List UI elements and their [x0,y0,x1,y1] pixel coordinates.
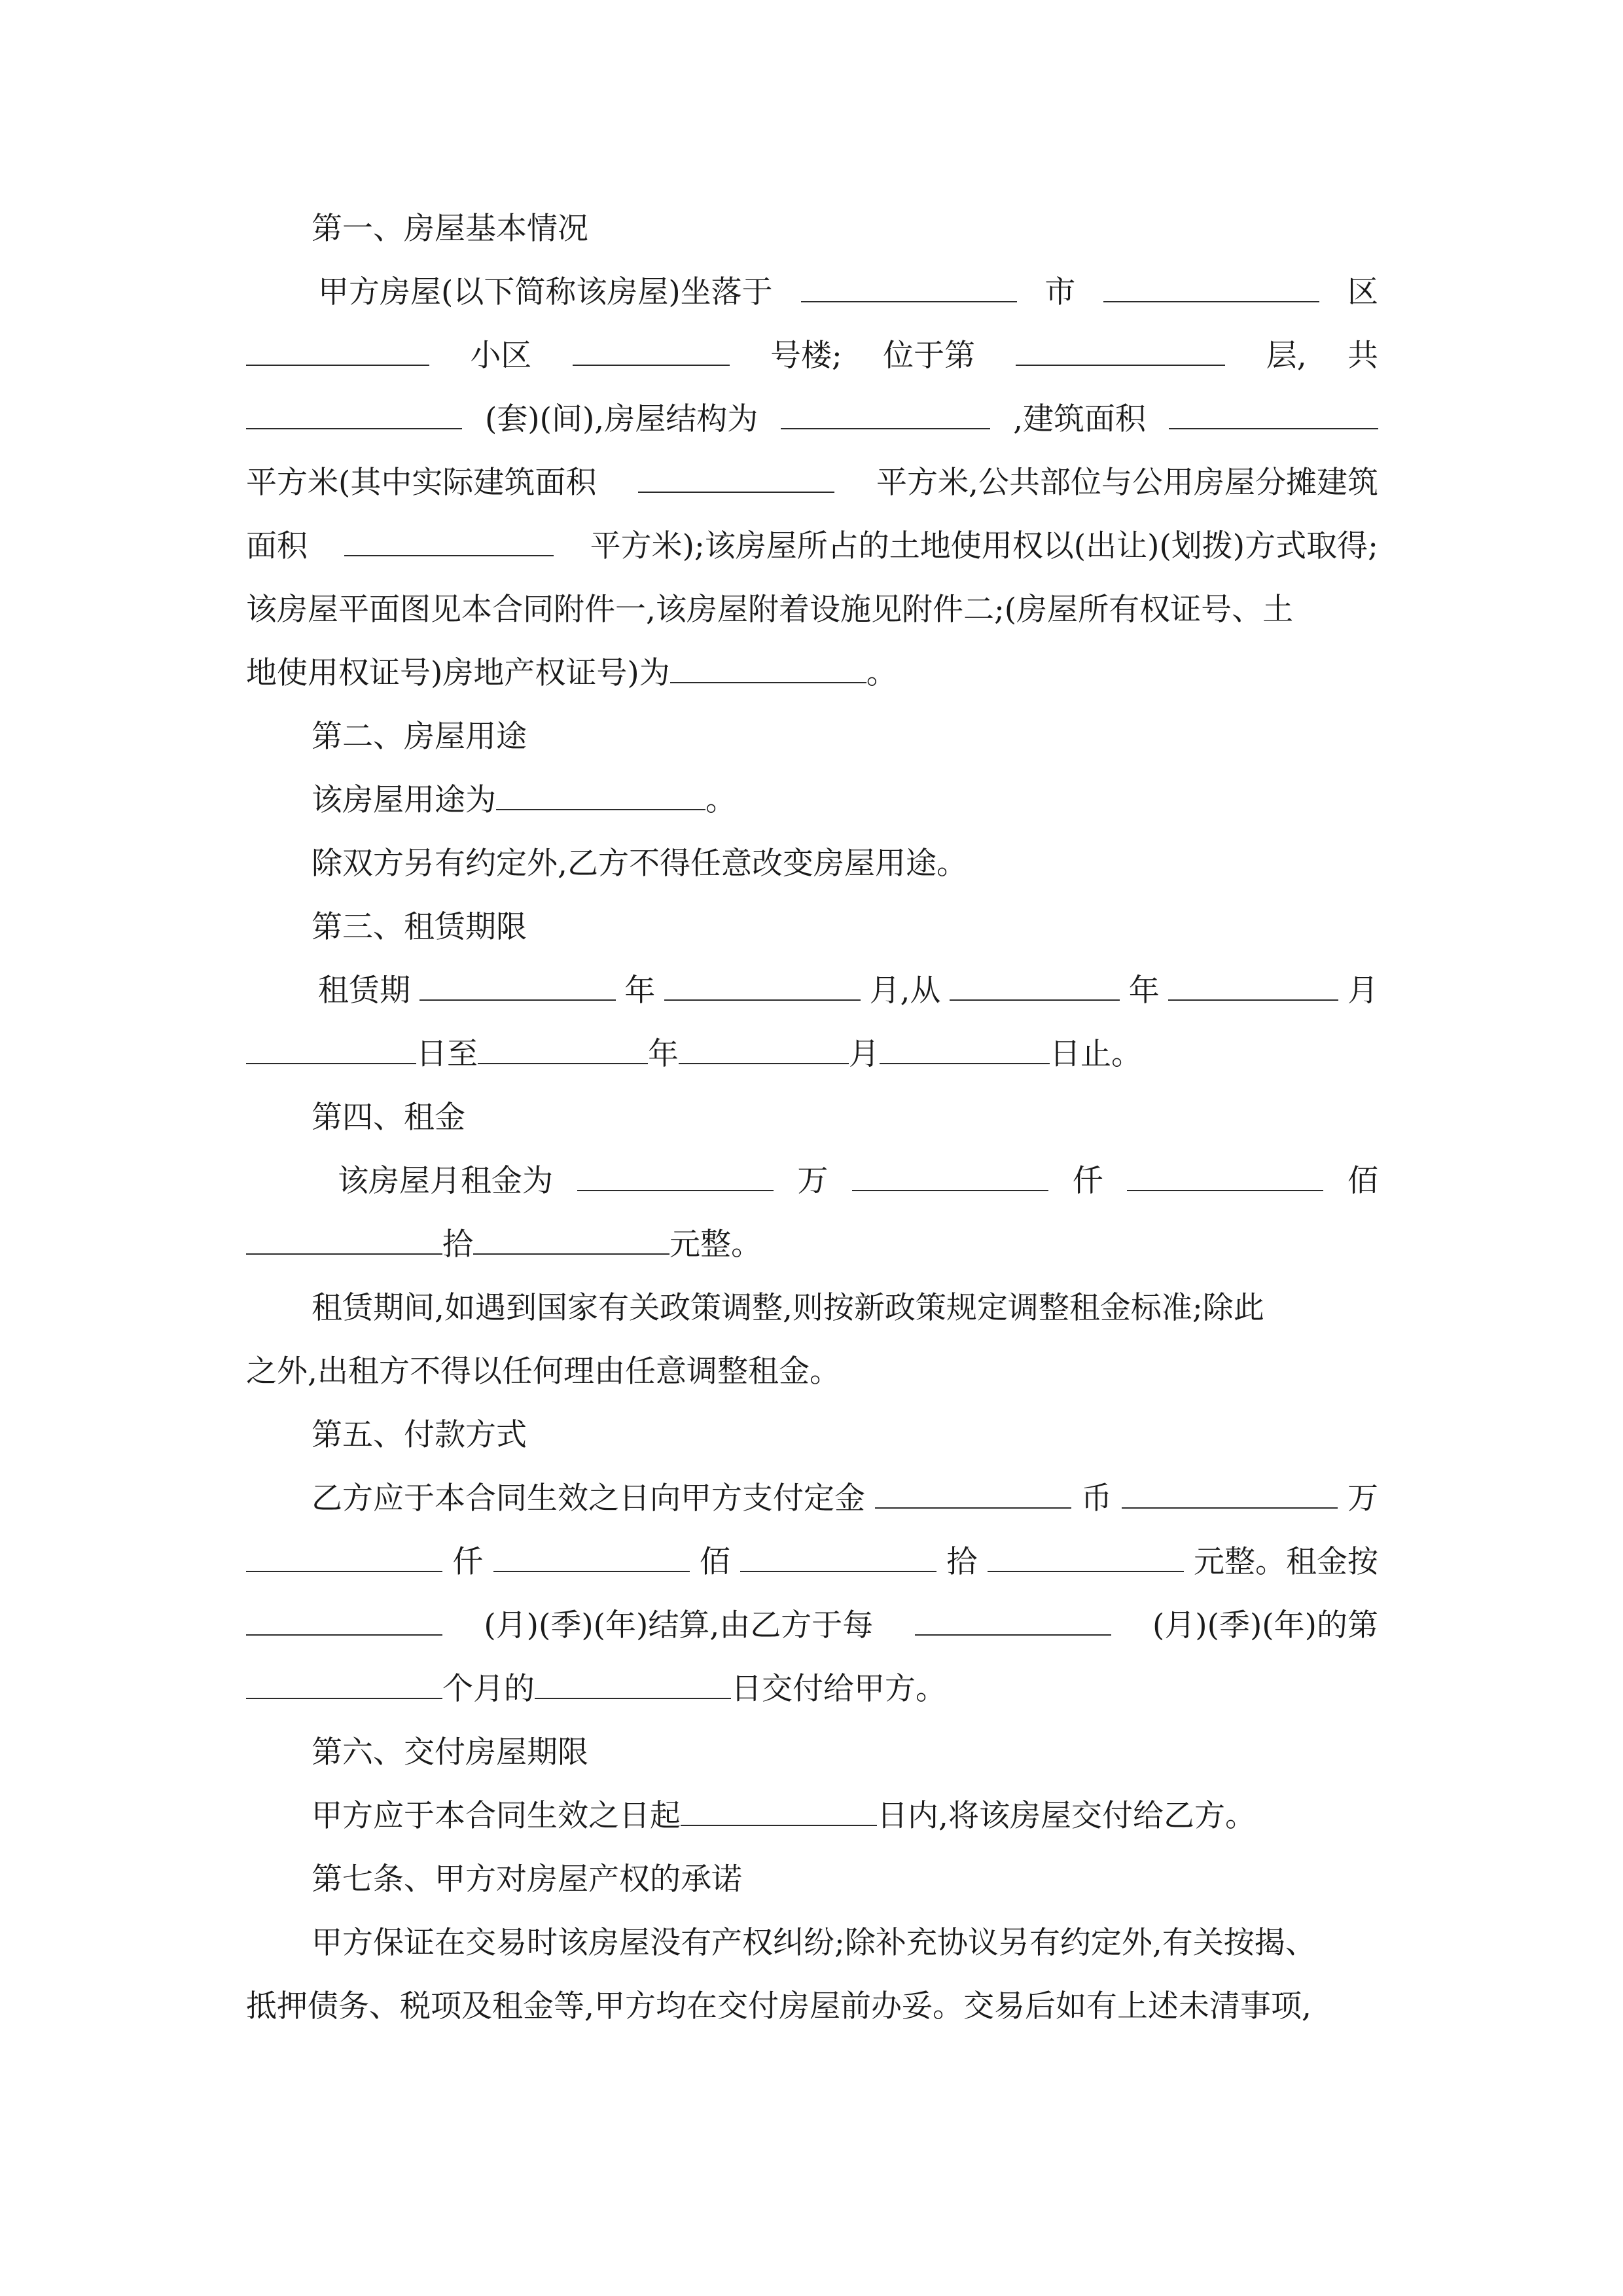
section-7-heading: 第七条、甲方对房屋产权的承诺 [312,1861,742,1897]
section-1-line-7: 地使用权证号)房地产权证号)为 。 [246,642,1378,705]
section-4-line-3: 租赁期间,如遇到国家有关政策调整,则按新政策规定调整租金标准;除此 [312,1290,1264,1326]
section-5-line-1: 乙方应于本合同生效之日向甲方支付定金 币 万 [312,1467,1378,1530]
blank-deposit-bai[interactable] [493,1535,690,1572]
blank-shared-area[interactable] [344,520,554,556]
section-5-line-2: 仟 佰 拾 元整。租金按 [246,1531,1378,1594]
blank-start-year[interactable] [950,964,1120,1001]
section-6-heading: 第六、交付房屋期限 [312,1734,588,1770]
section-1-line-2: 小区 号楼; 位于第 层, 共 [246,325,1378,387]
section-4-line-2: 拾 元整。 [246,1213,1378,1276]
blank-rent-qian[interactable] [852,1155,1048,1191]
blank-certificate-no[interactable] [670,647,866,683]
section-7-line-1: 甲方保证在交易时该房屋没有产权纠纷;除补充协议另有约定外,有关按揭、 [312,1925,1316,1961]
blank-estate[interactable] [246,329,429,366]
blank-delivery-days[interactable] [681,1789,877,1826]
blank-payment-month[interactable] [246,1662,442,1699]
blank-floor-area[interactable] [1169,393,1378,429]
blank-start-day[interactable] [246,1028,416,1064]
blank-rent-wan[interactable] [577,1155,774,1191]
blank-district[interactable] [1103,266,1319,302]
blank-term-years[interactable] [419,964,616,1001]
section-3-line-1: 租赁期 年 月,从 年 月 [318,960,1378,1022]
blank-usage[interactable] [496,774,705,810]
section-2-heading: 第二、房屋用途 [312,719,527,755]
section-4-line-4: 之外,出租方不得以任何理由任意调整租金。 [246,1354,840,1390]
blank-payment-period[interactable] [915,1599,1111,1636]
blank-term-months[interactable] [664,964,861,1001]
section-4-line-1: 该房屋月租金为 万 仟 佰 [338,1150,1378,1213]
blank-deposit-currency[interactable] [875,1472,1071,1509]
blank-structure[interactable] [781,393,990,429]
blank-rent-shi[interactable] [246,1218,442,1255]
blank-city[interactable] [801,266,1017,302]
blank-end-month[interactable] [679,1028,849,1064]
blank-start-month[interactable] [1168,964,1338,1001]
blank-deposit-wan[interactable] [1122,1472,1338,1509]
blank-deposit-shi[interactable] [740,1535,936,1572]
blank-settlement-period[interactable] [246,1599,442,1636]
section-1-line-5: 面积 平方米);该房屋所占的土地使用权以(出让)(划拨)方式取得; [246,515,1378,578]
section-3-heading: 第三、租赁期限 [312,909,527,945]
section-7-line-2: 抵押债务、税项及租金等,甲方均在交付房屋前办妥。交易后如有上述未清事项, [246,1988,1311,2024]
blank-deposit-yuan[interactable] [988,1535,1184,1572]
section-1-line-3: (套)(间),房屋结构为 ,建筑面积 [246,388,1378,451]
section-2-line-2: 除双方另有约定外,乙方不得任意改变房屋用途。 [312,846,967,882]
blank-end-day[interactable] [880,1028,1050,1064]
blank-payment-day[interactable] [535,1662,731,1699]
blank-units[interactable] [246,393,462,429]
blank-deposit-qian[interactable] [246,1535,442,1572]
section-1-heading: 第一、房屋基本情况 [312,211,588,247]
section-3-line-2: 日至 年 月 日止。 [246,1023,1378,1086]
section-4-heading: 第四、租金 [312,1100,465,1136]
blank-end-year[interactable] [478,1028,648,1064]
section-1-line-1: 甲方房屋(以下简称该房屋)坐落于 市 区 [318,261,1378,324]
section-2-line-1: 该房屋用途为 。 [312,769,1378,832]
section-5-heading: 第五、付款方式 [312,1417,527,1453]
section-6-line-1: 甲方应于本合同生效之日起 日内,将该房屋交付给乙方。 [312,1785,1378,1848]
blank-rent-bai[interactable] [1127,1155,1323,1191]
section-5-line-4: 个月的 日交付给甲方。 [246,1658,1378,1721]
blank-building[interactable] [573,329,730,366]
blank-actual-area[interactable] [638,456,834,493]
blank-rent-yuan[interactable] [473,1218,669,1255]
section-1-line-6: 该房屋平面图见本合同附件一,该房屋附着设施见附件二;(房屋所有权证号、土 [246,592,1294,628]
section-5-line-3: (月)(季)(年)结算,由乙方于每 (月)(季)(年)的第 [246,1594,1378,1657]
blank-floor[interactable] [1016,329,1225,366]
section-1-line-4: 平方米(其中实际建筑面积 平方米,公共部位与公用房屋分摊建筑 [246,452,1378,514]
